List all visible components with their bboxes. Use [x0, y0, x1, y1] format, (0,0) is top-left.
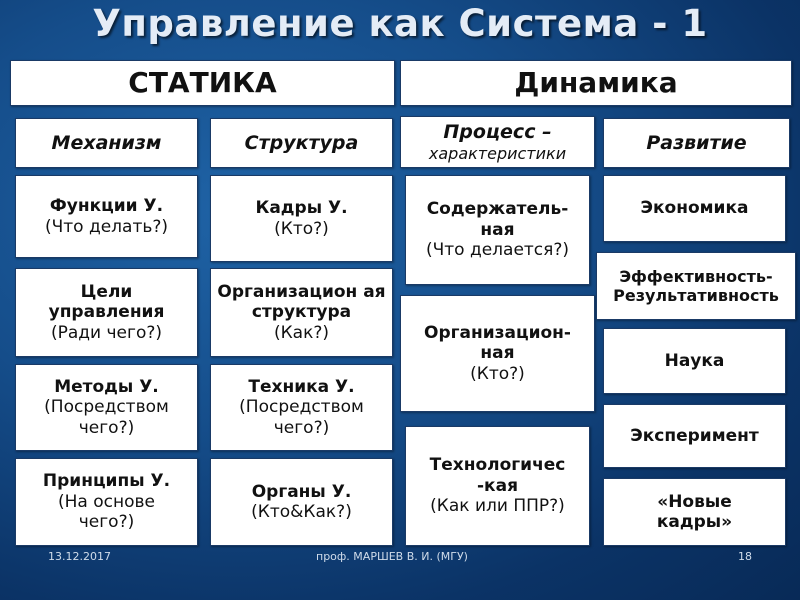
mechanism-item-text: (Ради чего?) — [51, 322, 162, 343]
structure-item-title: Техника У. — [248, 376, 355, 397]
mechanism-item-title: Цели управления — [48, 281, 165, 323]
process-item-title: Содержатель-ная — [426, 199, 569, 240]
development-item-label: Эффективность-Результативность — [613, 266, 779, 305]
structure-item-title: Организацион ая структура — [217, 281, 386, 323]
footer-author: проф. МАРШЕВ В. И. (МГУ) — [316, 550, 468, 563]
process-item-text: (Как или ППР?) — [430, 496, 565, 517]
process-item-title: Технологичес -кая — [429, 455, 566, 496]
mechanism-item — [15, 364, 198, 451]
process-item-text: (Что делается?) — [425, 240, 570, 261]
structure-item — [210, 458, 393, 546]
structure-item-text: (Кто&Как?) — [251, 502, 352, 522]
development-item — [603, 175, 786, 242]
development-item — [603, 328, 786, 394]
development-item-label: «Новые кадры» — [656, 491, 733, 532]
dinamika-label: Динамика — [514, 66, 678, 100]
structure-label: Структура — [244, 131, 359, 154]
process-sublabel: характеристики — [428, 143, 567, 163]
slide-title: Управление как Система - 1 — [92, 2, 708, 45]
development-item-label: Экономика — [640, 198, 749, 219]
development-item — [603, 404, 786, 468]
mechanism-item — [15, 268, 198, 357]
mechanism-item-text: (Что делать?) — [44, 216, 169, 237]
column-header-development — [603, 118, 790, 168]
mechanism-item-text: (На основе чего?) — [58, 491, 155, 533]
structure-item-title: Кадры У. — [255, 198, 348, 219]
process-label: Процесс – — [443, 121, 552, 143]
footer-page-number: 18 — [738, 550, 752, 563]
column-header-process — [400, 116, 595, 168]
process-item — [405, 175, 590, 285]
footer-date: 13.12.2017 — [48, 550, 111, 563]
mechanism-item-title: Принципы У. — [42, 471, 171, 492]
mechanism-item-text: (Посредством чего?) — [44, 397, 169, 438]
process-item — [405, 426, 590, 546]
mechanism-item — [15, 175, 198, 258]
development-item — [603, 478, 786, 546]
process-item-title: Организацион-ная — [424, 322, 571, 364]
structure-item-title: Органы У. — [251, 481, 352, 502]
statika-header — [10, 60, 395, 106]
structure-item — [210, 364, 393, 451]
mechanism-item-title: Функции У. — [49, 196, 164, 217]
statika-label: СТАТИКА — [128, 66, 277, 100]
process-item — [400, 295, 595, 412]
development-item-label: Эксперимент — [630, 425, 759, 446]
mechanism-item-title: Методы У. — [54, 376, 159, 397]
structure-item-text: (Как?) — [273, 322, 330, 343]
mechanism-item — [15, 458, 198, 546]
structure-item-text: (Кто?) — [274, 218, 329, 239]
column-header-mechanism — [15, 118, 198, 168]
column-header-structure — [210, 118, 393, 168]
structure-item — [210, 175, 393, 262]
dinamika-header — [400, 60, 792, 106]
process-item-text: (Кто?) — [470, 363, 525, 384]
development-item — [596, 252, 796, 320]
structure-item — [210, 268, 393, 357]
mechanism-label: Механизм — [51, 131, 162, 154]
development-label: Развитие — [646, 131, 747, 154]
structure-item-text: (Посредством чего?) — [239, 397, 364, 438]
development-item-label: Наука — [664, 350, 725, 371]
